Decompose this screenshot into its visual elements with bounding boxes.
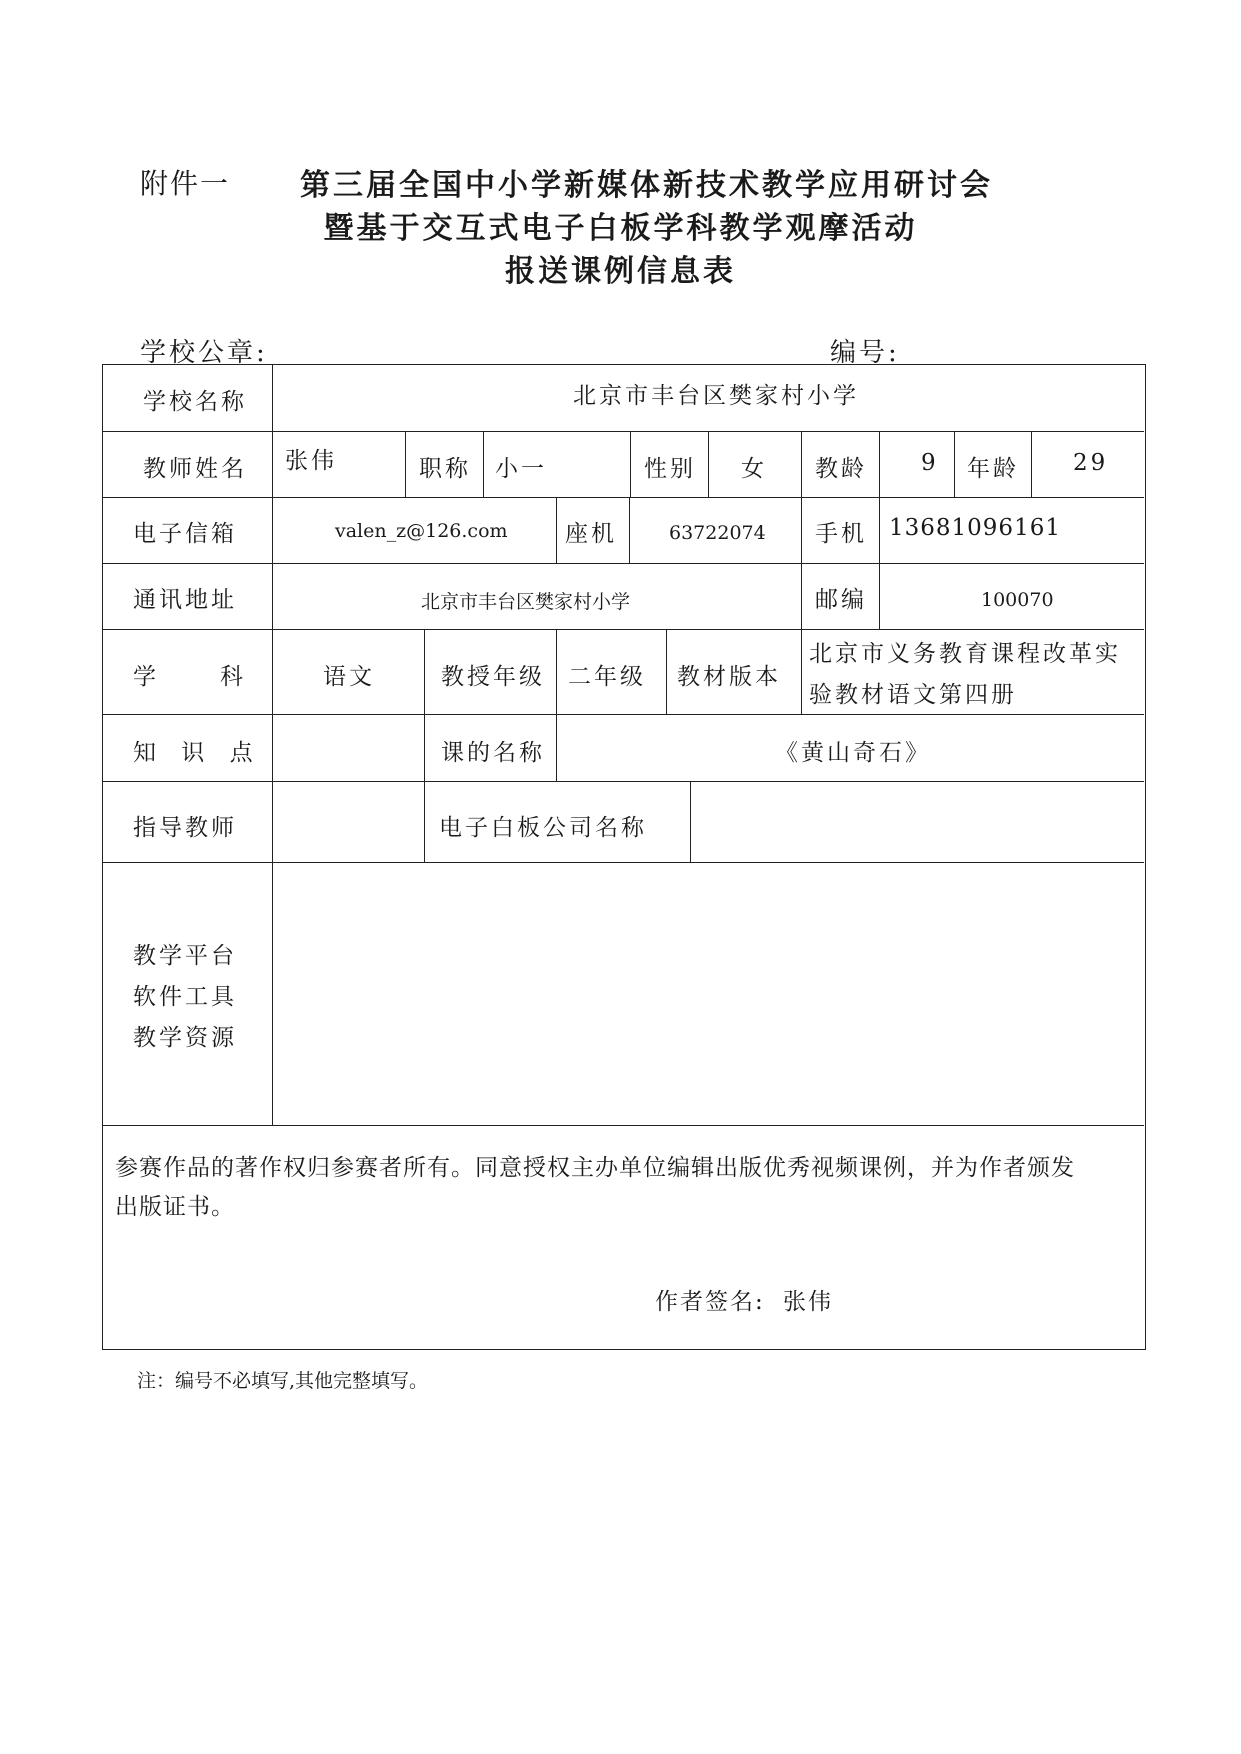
col-divider (424, 629, 425, 714)
copyright-statement-line1: 参赛作品的著作权归参赛者所有。同意授权主办单位编辑出版优秀视频课例，并为作者颁发 (115, 1155, 1075, 1181)
col-divider (801, 431, 802, 497)
grade-label: 教授年级 (441, 664, 545, 690)
col-divider (879, 497, 880, 563)
school-seal-label: 学校公章: (140, 338, 268, 368)
copyright-statement-line2: 出版证书。 (115, 1194, 235, 1220)
title-value[interactable]: 小一 (495, 456, 547, 482)
teaching-years-label: 教龄 (815, 456, 867, 482)
col-divider (879, 431, 880, 497)
col-divider (629, 497, 630, 563)
mobile-label: 手机 (815, 521, 867, 547)
col-divider (801, 563, 802, 629)
attachment-label: 附件一 (140, 167, 231, 200)
textbook-value-line1[interactable]: 北京市义务教育课程改革实 (809, 641, 1121, 667)
col-divider (556, 714, 557, 781)
row-divider (103, 431, 1144, 432)
footnote: 注：编号不必填写,其他完整填写。 (137, 1370, 429, 1392)
form-title-line1: 第三届全国中小学新媒体新技术教学应用研讨会 (300, 168, 993, 203)
col-divider (483, 431, 484, 497)
title-label: 职称 (419, 456, 471, 482)
form-title-line2: 暨基于交互式电子白板学科教学观摩活动 (323, 211, 918, 246)
col-divider (879, 563, 880, 629)
lesson-name-label: 课的名称 (441, 740, 545, 766)
row-divider (103, 563, 1144, 564)
row-divider (103, 629, 1144, 630)
col-divider (666, 629, 667, 714)
subject-label: 学 科 (133, 664, 249, 690)
textbook-value-line2[interactable]: 验教材语文第四册 (809, 682, 1017, 708)
address-label: 通讯地址 (133, 587, 237, 613)
gender-label: 性别 (644, 456, 696, 482)
col-divider (272, 365, 273, 1125)
grade-value[interactable]: 二年级 (568, 664, 646, 690)
school-name-value[interactable]: 北京市丰台区樊家村小学 (573, 383, 859, 409)
col-divider (1031, 431, 1032, 497)
row-divider (103, 781, 1144, 782)
col-divider (424, 781, 425, 862)
form-title-line3: 报送课例信息表 (505, 254, 736, 289)
col-divider (801, 497, 802, 563)
textbook-label: 教材版本 (677, 664, 781, 690)
teacher-name-label: 教师姓名 (143, 456, 247, 482)
row-divider (103, 1125, 1144, 1126)
advisor-label: 指导教师 (133, 815, 237, 841)
teacher-name-value[interactable]: 张伟 (285, 448, 337, 474)
col-divider (556, 629, 557, 714)
row-divider (103, 714, 1144, 715)
school-name-label: 学校名称 (143, 389, 247, 415)
email-label: 电子信箱 (133, 521, 237, 547)
postcode-label: 邮编 (815, 587, 867, 613)
age-value[interactable]: 29 (1073, 450, 1109, 476)
col-divider (801, 629, 802, 714)
knowledge-label: 知 识 点 (133, 740, 262, 766)
signature-value[interactable]: 张伟 (783, 1289, 833, 1315)
col-divider (405, 431, 406, 497)
whiteboard-company-label: 电子白板公司名称 (439, 815, 647, 841)
subject-value[interactable]: 语文 (323, 664, 375, 690)
signature-label: 作者签名: (655, 1289, 765, 1315)
col-divider (630, 431, 631, 497)
col-divider (954, 431, 955, 497)
row-divider (103, 862, 1144, 863)
mobile-value[interactable]: 13681096161 (889, 515, 1061, 541)
col-divider (556, 497, 557, 563)
platform-label-line2: 软件工具 (133, 984, 237, 1010)
platform-label-line1: 教学平台 (133, 943, 237, 969)
landline-value[interactable]: 63722074 (669, 522, 766, 544)
lesson-name-value[interactable]: 《黄山奇石》 (775, 740, 931, 766)
gender-value[interactable]: 女 (741, 456, 767, 482)
col-divider (424, 714, 425, 781)
col-divider (690, 781, 691, 862)
email-value[interactable]: valen_z@126.com (335, 520, 508, 542)
number-label: 编号: (830, 338, 900, 368)
teaching-years-value[interactable]: 9 (921, 450, 939, 476)
address-value[interactable]: 北京市丰台区樊家村小学 (421, 591, 631, 613)
col-divider (708, 431, 709, 497)
info-table (102, 364, 1146, 1350)
row-divider (103, 497, 1144, 498)
platform-label-line3: 教学资源 (133, 1025, 237, 1051)
postcode-value[interactable]: 100070 (981, 589, 1054, 611)
age-label: 年龄 (967, 456, 1019, 482)
landline-label: 座机 (565, 521, 617, 547)
